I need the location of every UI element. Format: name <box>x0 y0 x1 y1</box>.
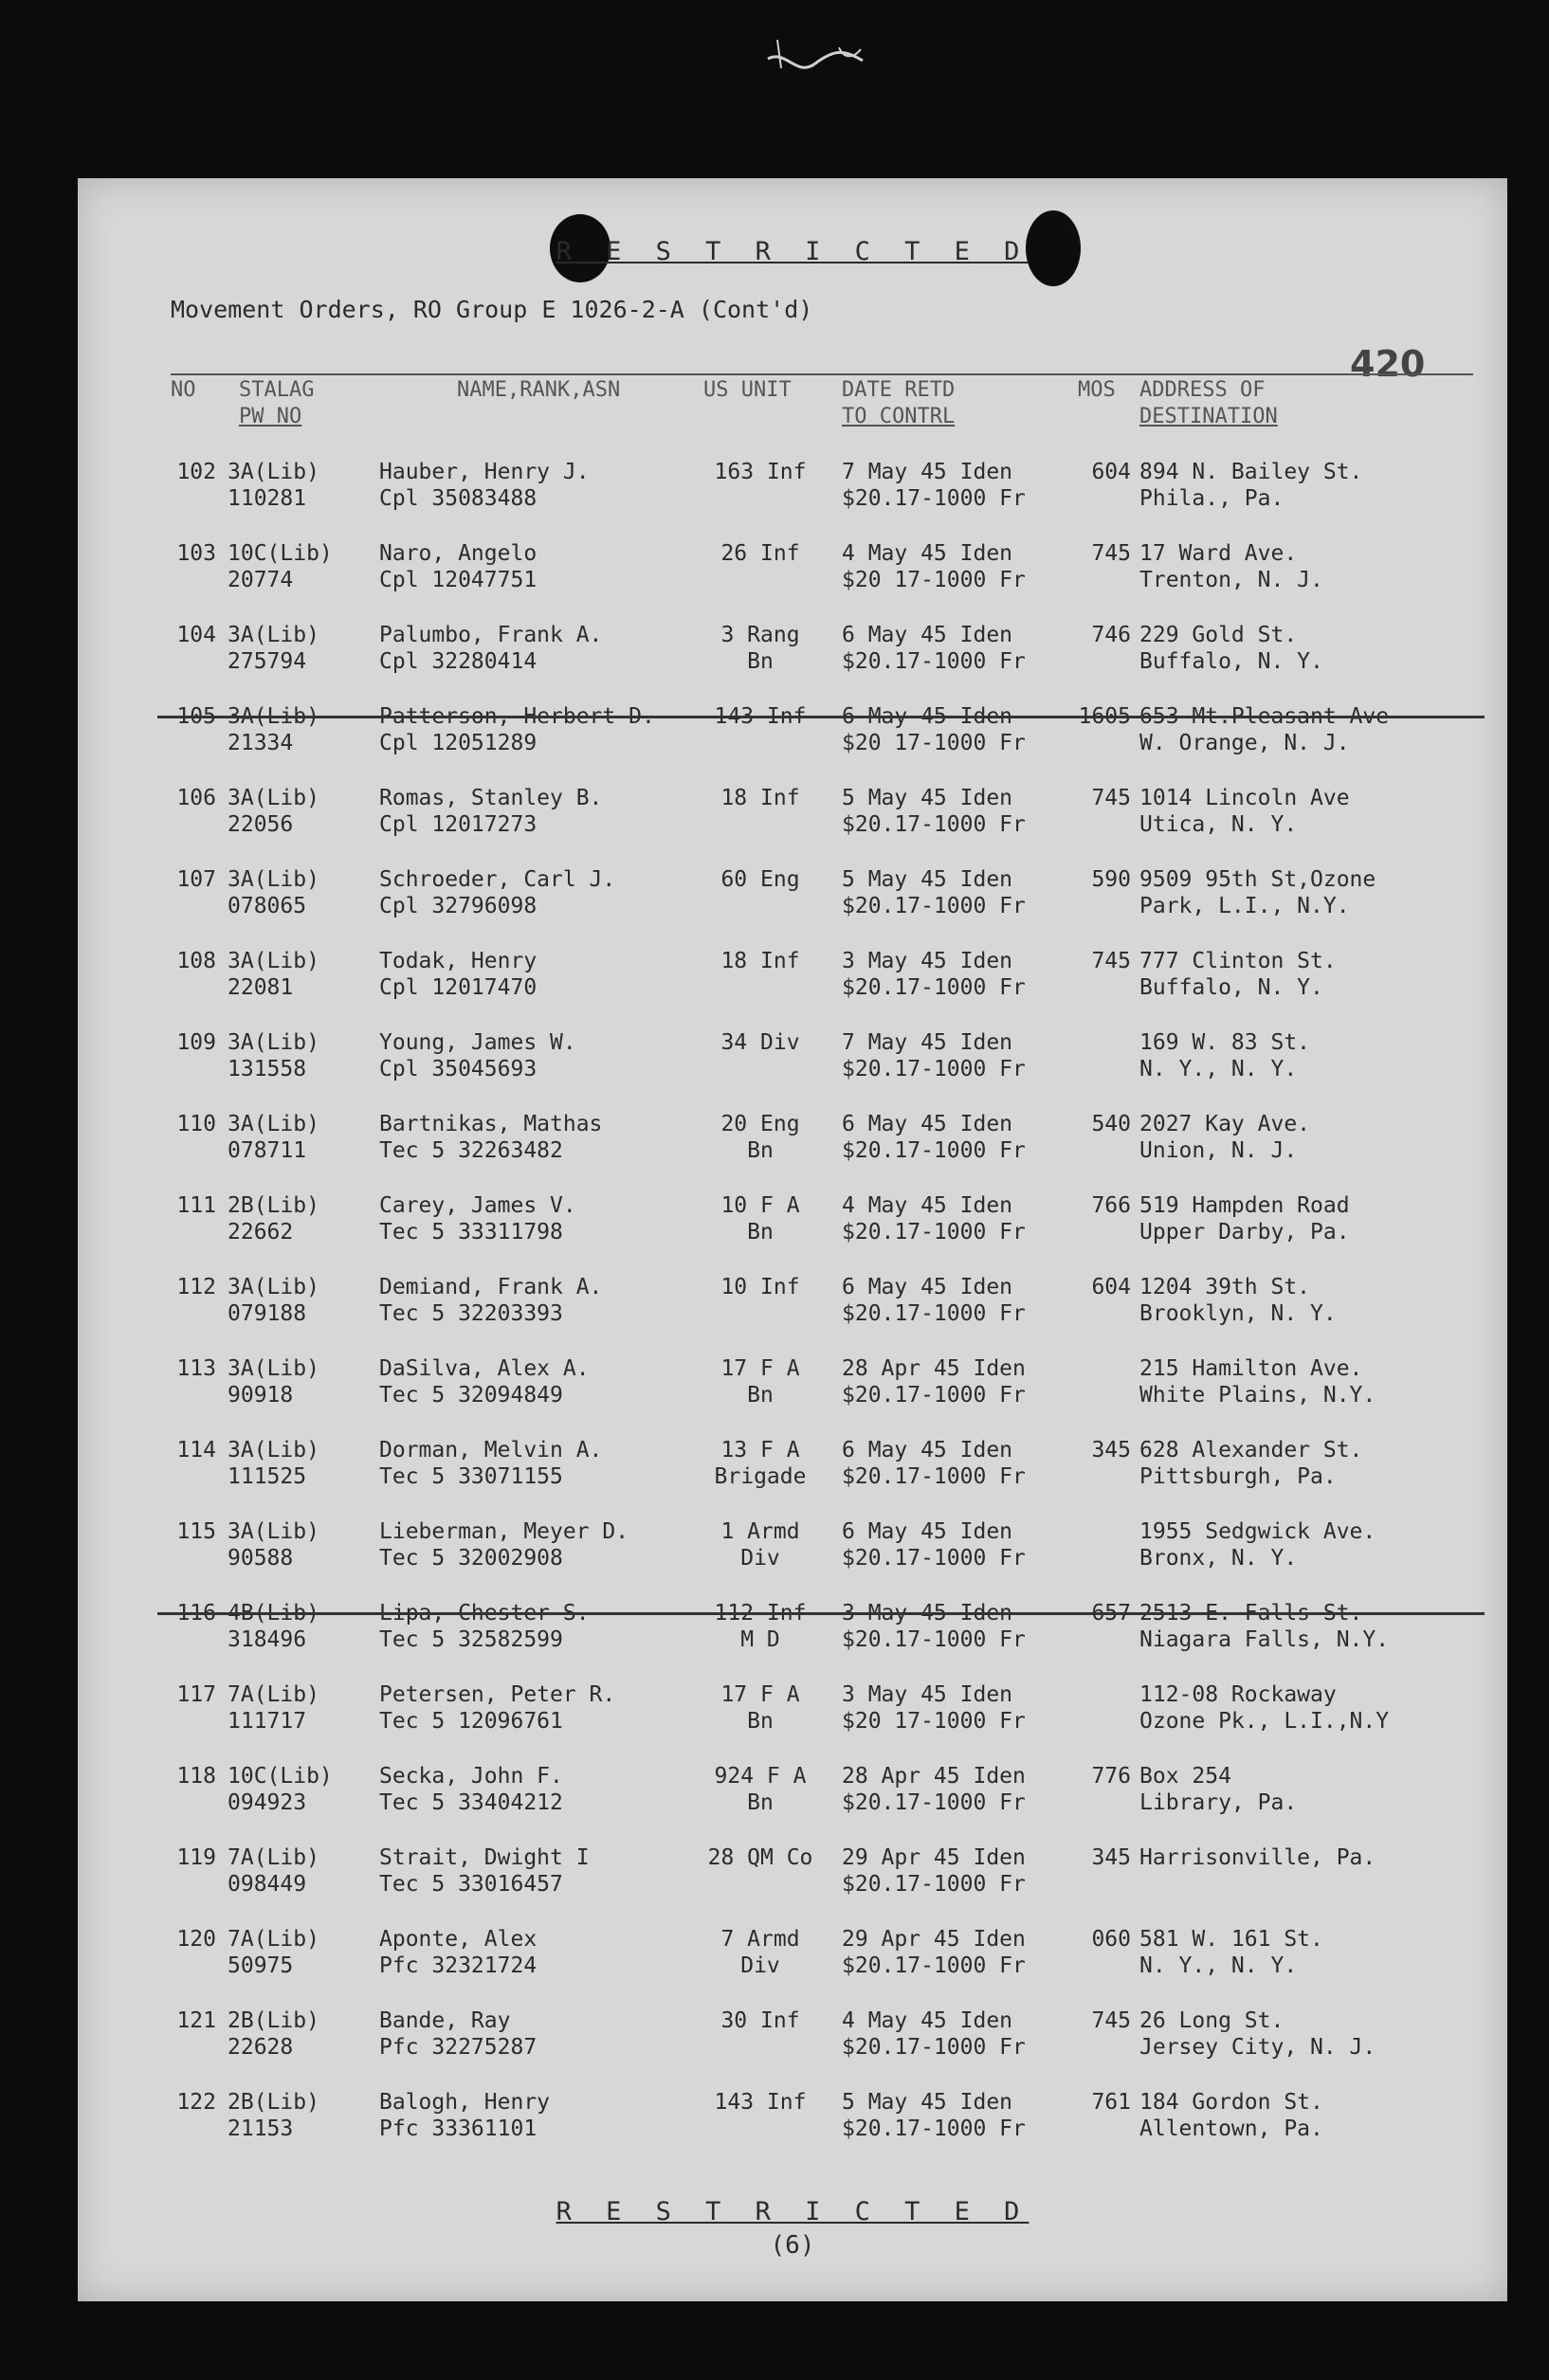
strikethrough-line <box>157 1612 1485 1615</box>
stalag-pw-number: 3A(Lib) 90588 <box>228 1519 319 1571</box>
name-rank-asn: Secka, John F. Tec 5 33404212 <box>379 1764 563 1815</box>
entry-number: 109 <box>176 1030 216 1055</box>
entry-number: 114 <box>176 1438 216 1463</box>
us-unit: 143 Inf <box>714 2090 807 2115</box>
list-item <box>78 1600 1507 1681</box>
col-header-address: ADDRESS OF DESTINATION <box>1139 378 1278 428</box>
destination-address: 9509 95th St,Ozone Park, L.I., N.Y. <box>1139 867 1376 918</box>
list-item <box>78 1681 1507 1763</box>
destination-address: 777 Clinton St. Buffalo, N. Y. <box>1139 949 1337 1000</box>
mos-code: 761 <box>1091 2090 1131 2115</box>
stalag-pw-number: 3A(Lib) 22081 <box>228 949 319 1000</box>
date-returned: 6 May 45 Iden $20.17-1000 Fr <box>842 1438 1026 1489</box>
entry-number: 103 <box>176 541 216 566</box>
stalag-pw-number: 7A(Lib) 111717 <box>228 1682 319 1734</box>
destination-address: 1955 Sedgwick Ave. Bronx, N. Y. <box>1139 1519 1376 1571</box>
date-returned: 3 May 45 Iden $20 17-1000 Fr <box>842 1682 1026 1734</box>
destination-address: 26 Long St. Jersey City, N. J. <box>1139 2008 1376 2060</box>
entry-number: 116 <box>176 1601 216 1626</box>
name-rank-asn: Aponte, Alex Pfc 32321724 <box>379 1927 538 1978</box>
date-returned: 5 May 45 Iden $20.17-1000 Fr <box>842 786 1026 837</box>
destination-address: 184 Gordon St. Allentown, Pa. <box>1139 2090 1323 2141</box>
page-number: (6) <box>770 2231 815 2260</box>
mos-code: 345 <box>1091 1845 1131 1870</box>
us-unit: 7 Armd Div <box>720 1927 800 1978</box>
name-rank-asn: Todak, Henry Cpl 12017470 <box>379 949 538 1000</box>
entry-number: 110 <box>176 1112 216 1136</box>
date-returned: 28 Apr 45 Iden $20.17-1000 Fr <box>842 1764 1026 1815</box>
date-returned: 3 May 45 Iden $20.17-1000 Fr <box>842 949 1026 1000</box>
date-returned: 6 May 45 Iden $20.17-1000 Fr <box>842 1519 1026 1571</box>
stalag-pw-number: 4B(Lib) 318496 <box>228 1601 319 1652</box>
handwritten-mark <box>749 21 882 87</box>
name-rank-asn: Dorman, Melvin A. Tec 5 33071155 <box>379 1438 603 1489</box>
us-unit: 10 F A Bn <box>720 1193 800 1245</box>
stalag-pw-number: 2B(Lib) 22662 <box>228 1193 319 1245</box>
list-item <box>78 948 1507 1029</box>
stalag-pw-number: 10C(Lib) 20774 <box>228 541 333 592</box>
destination-address: 17 Ward Ave. Trenton, N. J. <box>1139 541 1323 592</box>
list-item <box>78 703 1507 785</box>
list-item <box>78 1029 1507 1111</box>
us-unit: 112 Inf M D <box>714 1601 807 1652</box>
name-rank-asn: Demiand, Frank A. Tec 5 32203393 <box>379 1275 603 1326</box>
stalag-pw-number: 2B(Lib) 21153 <box>228 2090 319 2141</box>
stalag-pw-number: 3A(Lib) 21334 <box>228 704 319 755</box>
stalag-pw-number: 3A(Lib) 078711 <box>228 1112 319 1163</box>
mos-code: 745 <box>1091 2008 1131 2033</box>
list-item <box>78 785 1507 866</box>
col-header-stalag: STALAG PW NO <box>239 378 315 428</box>
date-returned: 5 May 45 Iden $20.17-1000 Fr <box>842 2090 1026 2141</box>
mos-code: 746 <box>1091 623 1131 647</box>
stalag-pw-number: 3A(Lib) 90918 <box>228 1356 319 1408</box>
date-returned: 6 May 45 Iden $20.17-1000 Fr <box>842 1275 1026 1326</box>
us-unit: 13 F A Brigade <box>714 1438 807 1489</box>
us-unit: 26 Inf <box>720 541 800 566</box>
list-item <box>78 1763 1507 1844</box>
name-rank-asn: Lieberman, Meyer D. Tec 5 32002908 <box>379 1519 629 1571</box>
us-unit: 28 QM Co <box>707 1845 813 1870</box>
date-returned: 5 May 45 Iden $20.17-1000 Fr <box>842 867 1026 918</box>
us-unit: 924 F A Bn <box>714 1764 807 1815</box>
list-item <box>78 459 1507 540</box>
us-unit: 10 Inf <box>720 1275 800 1299</box>
list-item <box>78 1926 1507 2008</box>
list-item <box>78 2008 1507 2089</box>
date-returned: 4 May 45 Iden $20 17-1000 Fr <box>842 541 1026 592</box>
mos-code: 604 <box>1091 460 1131 484</box>
entry-number: 108 <box>176 949 216 973</box>
us-unit: 18 Inf <box>720 786 800 810</box>
list-item <box>78 1844 1507 1926</box>
entry-number: 102 <box>176 460 216 484</box>
entry-number: 117 <box>176 1682 216 1707</box>
col-header-date: DATE RETD TO CONTRL <box>842 378 956 428</box>
us-unit: 163 Inf <box>714 460 807 484</box>
name-rank-asn: DaSilva, Alex A. Tec 5 32094849 <box>379 1356 590 1408</box>
name-rank-asn: Balogh, Henry Pfc 33361101 <box>379 2090 551 2141</box>
date-returned: 6 May 45 Iden $20 17-1000 Fr <box>842 704 1026 755</box>
destination-address: 215 Hamilton Ave. White Plains, N.Y. <box>1139 1356 1376 1408</box>
name-rank-asn: Young, James W. Cpl 35045693 <box>379 1030 576 1081</box>
name-rank-asn: Bartnikas, Mathas Tec 5 32263482 <box>379 1112 603 1163</box>
mos-code: 1605 <box>1078 704 1131 729</box>
entry-number: 107 <box>176 867 216 892</box>
list-item <box>78 866 1507 948</box>
destination-address: 2027 Kay Ave. Union, N. J. <box>1139 1112 1311 1163</box>
entry-number: 111 <box>176 1193 216 1218</box>
name-rank-asn: Patterson, Herbert D. Cpl 12051289 <box>379 704 655 755</box>
document-page <box>78 178 1507 2301</box>
col-header-mos: MOS <box>1078 378 1116 402</box>
stalag-pw-number: 10C(Lib) 094923 <box>228 1764 333 1815</box>
date-returned: 3 May 45 Iden $20.17-1000 Fr <box>842 1601 1026 1652</box>
mos-code: 604 <box>1091 1275 1131 1299</box>
mos-code: 745 <box>1091 541 1131 566</box>
mos-code: 590 <box>1091 867 1131 892</box>
col-header-unit: US UNIT <box>703 378 792 402</box>
list-item <box>78 1355 1507 1437</box>
date-returned: 28 Apr 45 Iden $20.17-1000 Fr <box>842 1356 1026 1408</box>
destination-address: 653 Mt.Pleasant Ave W. Orange, N. J. <box>1139 704 1390 755</box>
col-header-no: NO <box>171 378 196 402</box>
destination-address: 628 Alexander St. Pittsburgh, Pa. <box>1139 1438 1363 1489</box>
mos-code: 345 <box>1091 1438 1131 1463</box>
name-rank-asn: Lipa, Chester S. Tec 5 32582599 <box>379 1601 590 1652</box>
stalag-pw-number: 3A(Lib) 275794 <box>228 623 319 674</box>
name-rank-asn: Strait, Dwight I Tec 5 33016457 <box>379 1845 590 1897</box>
entry-number: 118 <box>176 1764 216 1789</box>
mos-code: 060 <box>1091 1927 1131 1952</box>
mos-code: 540 <box>1091 1112 1131 1136</box>
list-item <box>78 1111 1507 1192</box>
destination-address: 229 Gold St. Buffalo, N. Y. <box>1139 623 1323 674</box>
entry-number: 115 <box>176 1519 216 1544</box>
stalag-pw-number: 2B(Lib) 22628 <box>228 2008 319 2060</box>
us-unit: 17 F A Bn <box>720 1682 800 1734</box>
name-rank-asn: Carey, James V. Tec 5 33311798 <box>379 1193 576 1245</box>
mos-code: 766 <box>1091 1193 1131 1218</box>
entry-number: 112 <box>176 1275 216 1299</box>
strikethrough-line <box>157 716 1485 718</box>
destination-address: Box 254 Library, Pa. <box>1139 1764 1298 1815</box>
destination-address: Harrisonville, Pa. <box>1139 1845 1376 1870</box>
list-item <box>78 1518 1507 1600</box>
date-returned: 7 May 45 Iden $20.17-1000 Fr <box>842 460 1026 511</box>
name-rank-asn: Schroeder, Carl J. Cpl 32796098 <box>379 867 616 918</box>
destination-address: 894 N. Bailey St. Phila., Pa. <box>1139 460 1363 511</box>
us-unit: 60 Eng <box>720 867 800 892</box>
name-rank-asn: Naro, Angelo Cpl 12047751 <box>379 541 538 592</box>
date-returned: 6 May 45 Iden $20.17-1000 Fr <box>842 1112 1026 1163</box>
entry-number: 105 <box>176 704 216 729</box>
date-returned: 29 Apr 45 Iden $20.17-1000 Fr <box>842 1927 1026 1978</box>
us-unit: 3 Rang Bn <box>720 623 800 674</box>
list-item <box>78 1192 1507 1274</box>
mos-code: 745 <box>1091 786 1131 810</box>
mos-code: 776 <box>1091 1764 1131 1789</box>
entry-number: 106 <box>176 786 216 810</box>
entry-number: 119 <box>176 1845 216 1870</box>
destination-address: 112-08 Rockaway Ozone Pk., L.I.,N.Y <box>1139 1682 1390 1734</box>
list-item <box>78 540 1507 622</box>
list-item <box>78 2089 1507 2171</box>
stalag-pw-number: 3A(Lib) 111525 <box>228 1438 319 1489</box>
stalag-pw-number: 3A(Lib) 110281 <box>228 460 319 511</box>
destination-address: 169 W. 83 St. N. Y., N. Y. <box>1139 1030 1311 1081</box>
entry-number: 104 <box>176 623 216 647</box>
us-unit: 17 F A Bn <box>720 1356 800 1408</box>
name-rank-asn: Petersen, Peter R. Tec 5 12096761 <box>379 1682 616 1734</box>
col-header-name: NAME,RANK,ASN <box>457 378 621 402</box>
us-unit: 18 Inf <box>720 949 800 973</box>
destination-address: 581 W. 161 St. N. Y., N. Y. <box>1139 1927 1323 1978</box>
us-unit: 143 Inf <box>714 704 807 729</box>
stalag-pw-number: 3A(Lib) 078065 <box>228 867 319 918</box>
list-item <box>78 622 1507 703</box>
entry-number: 121 <box>176 2008 216 2033</box>
restricted-header: R E S T R I C T E D <box>556 237 1030 266</box>
stalag-pw-number: 7A(Lib) 50975 <box>228 1927 319 1978</box>
stalag-pw-number: 3A(Lib) 131558 <box>228 1030 319 1081</box>
destination-address: 1014 Lincoln Ave Utica, N. Y. <box>1139 786 1350 837</box>
name-rank-asn: Palumbo, Frank A. Cpl 32280414 <box>379 623 603 674</box>
date-returned: 4 May 45 Iden $20.17-1000 Fr <box>842 2008 1026 2060</box>
us-unit: 34 Div <box>720 1030 800 1055</box>
entry-number: 122 <box>176 2090 216 2115</box>
mos-code: 745 <box>1091 949 1131 973</box>
destination-address: 1204 39th St. Brooklyn, N. Y. <box>1139 1275 1337 1326</box>
us-unit: 20 Eng Bn <box>720 1112 800 1163</box>
list-item <box>78 1274 1507 1355</box>
us-unit: 30 Inf <box>720 2008 800 2033</box>
stalag-pw-number: 3A(Lib) 22056 <box>228 786 319 837</box>
restricted-footer: R E S T R I C T E D <box>556 2197 1030 2226</box>
mos-code: 657 <box>1091 1601 1131 1626</box>
page-stamp-number: 420 <box>1350 343 1426 385</box>
us-unit: 1 Armd Div <box>720 1519 800 1571</box>
date-returned: 4 May 45 Iden $20.17-1000 Fr <box>842 1193 1026 1245</box>
date-returned: 29 Apr 45 Iden $20.17-1000 Fr <box>842 1845 1026 1897</box>
name-rank-asn: Romas, Stanley B. Cpl 12017273 <box>379 786 603 837</box>
entry-number: 113 <box>176 1356 216 1381</box>
date-returned: 6 May 45 Iden $20.17-1000 Fr <box>842 623 1026 674</box>
document-heading: Movement Orders, RO Group E 1026-2-A (Cont'd) <box>171 296 813 323</box>
name-rank-asn: Bande, Ray Pfc 32275287 <box>379 2008 538 2060</box>
stalag-pw-number: 3A(Lib) 079188 <box>228 1275 319 1326</box>
stalag-pw-number: 7A(Lib) 098449 <box>228 1845 319 1897</box>
name-rank-asn: Hauber, Henry J. Cpl 35083488 <box>379 460 590 511</box>
header-rule-top <box>171 373 1473 375</box>
entry-number: 120 <box>176 1927 216 1952</box>
destination-address: 519 Hampden Road Upper Darby, Pa. <box>1139 1193 1350 1245</box>
date-returned: 7 May 45 Iden $20.17-1000 Fr <box>842 1030 1026 1081</box>
list-item <box>78 1437 1507 1518</box>
destination-address: 2513 E. Falls St. Niagara Falls, N.Y. <box>1139 1601 1390 1652</box>
